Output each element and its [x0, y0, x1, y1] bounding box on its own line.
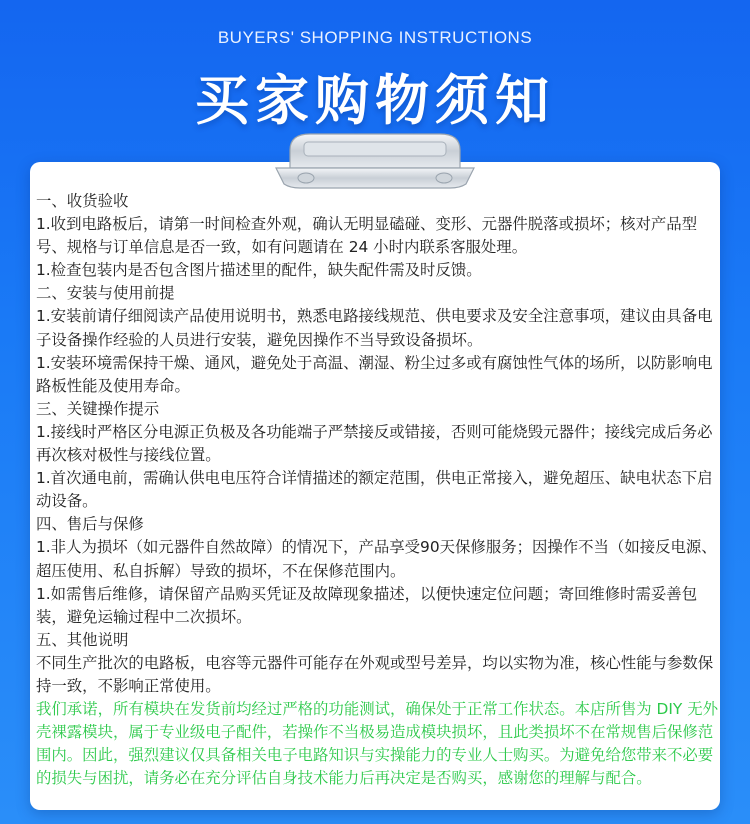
section-item: 1.非人为损坏（如元器件自然故障）的情况下，产品享受90天保修服务；因操作不当（如接反电源、超压使用、私自拆解）导致的损坏，不在保修范围内。: [36, 538, 717, 580]
warning-notice: 我们承诺，所有模块在发货前均经过严格的功能测试，确保处于正常工作状态。本店所售为 DIY 无外壳裸露模块，属于专业级电子配件，若操作不当极易造成模块损坏，且此类损坏不在常规售后保修范围内。因此，强烈建议仅具备相关电子电路知识与实操能力的专业人士购买。为避免给您带来不必要的损失与困扰，请务必在充分评估自身技术能力后再决定是否购买，感谢您的理解与配合。: [36, 700, 718, 788]
section-item: 1.安装环境需保持干燥、通风，避免处于高温、潮湿、粉尘过多或有腐蚀性气体的场所，以防影响电路板性能及使用寿命。: [36, 353, 713, 395]
section-item: 1.如需售后维修，请保留产品购买凭证及故障现象描述，以便快速定位问题；寄回维修时需妥善包装，避免运输过程中二次损坏。: [36, 584, 698, 626]
section-item: 1.首次通电前，需确认供电电压符合详情描述的额定范围，供电正常接入，避免超压、缺电状态下启动设备。: [36, 469, 713, 511]
section-heading: 四、售后与保修: [36, 515, 144, 534]
section-item: 1.安装前请仔细阅读产品使用说明书，熟悉电路接线规范、供电要求及安全注意事项，建议由具备电子设备操作经验的人员进行安装，避免因操作不当导致设备损坏。: [36, 307, 713, 349]
instructions-content: [36, 190, 720, 790]
section-heading: 三、关键操作提示: [36, 399, 160, 418]
section-item: 不同生产批次的电路板，电容等元器件可能存在外观或型号差异，均以实物为准，核心性能与参数保持一致，不影响正常使用。: [36, 653, 714, 695]
page-title: 买家购物须知: [195, 69, 555, 132]
header-subtitle: BUYERS' SHOPPING INSTRUCTIONS: [217, 28, 533, 47]
section-heading: 五、其他说明: [36, 630, 129, 649]
section-heading: 二、安装与使用前提: [36, 284, 175, 303]
section-heading: 一、收货验收: [36, 192, 129, 210]
section-item: 1.收到电路板后，请第一时间检查外观，确认无明显磕碰、变形、元器件脱落或损坏；核对产品型号、规格与订单信息是否一致，如有问题请在 24 小时内联系客服处理。: [36, 215, 698, 257]
section-item: 1.检查包装内是否包含图片描述里的配件，缺失配件需及时反馈。: [36, 261, 482, 280]
section-item: 1.接线时严格区分电源正负极及各功能端子严禁接反或错接，否则可能烧毁元器件；接线完成后务必再次核对极性与接线位置。: [36, 422, 713, 465]
clipboard-clip-icon: [270, 128, 480, 192]
